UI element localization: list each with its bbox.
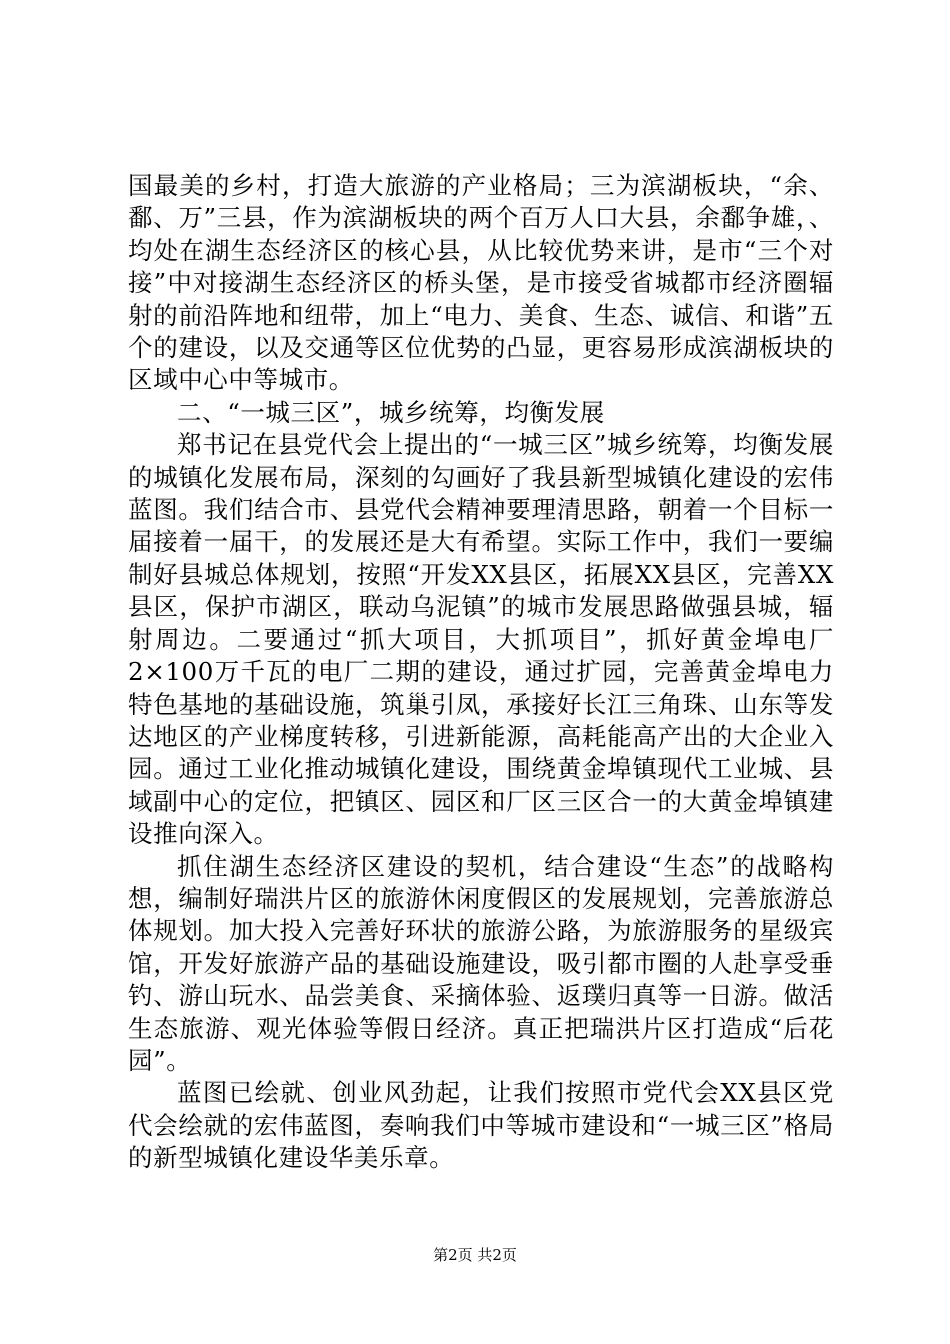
section-heading: 二、“一城三区”，城乡统筹，均衡发展 [177, 397, 605, 427]
paragraph-urbanization-layout: 郑书记在县党代会上提出的“一城三区”城乡统筹，均衡发展的城镇化发展布局，深刻的勾画好了我县新型城镇化建设的宏伟蓝图。我们结合市、县党代会精神要理清思路，朝着一个目标一届接着一届干，的发展还是大有希望。实际工作中，我们一要编制好县城总体规划，按照“开发XX县区，拓展XX县区，完善XX县区，保护市湖区，联动乌泥镇”的城市发展思路做强县城，辐射周边。二要通过“抓大项目，大抓项目”，抓好黄金埠电厂2×100万千瓦的电厂二期的建设，通过扩园，完善黄金埠电力特色基地的基础设施，筑巢引凤，承接好长江三角珠、山东等发达地区的产业梯度转移，引进新能源，高耗能高产出的大企业入园。通过工业化推动城镇化建设，围绕黄金埠镇现代工业城、县域副中心的定位，把镇区、园区和厂区三区合一的大黄金埠镇建设推向深入。 [128, 430, 834, 849]
paragraph-conclusion: 蓝图已绘就、创业风劲起，让我们按照市党代会XX县区党代会绘就的宏伟蓝图，奏响我们中等城市建设和“一城三区”格局的新型城镇化建设华美乐章。 [128, 1078, 834, 1173]
page-footer: 第2页 共2页 [433, 1246, 517, 1264]
paragraph-tourism-plan: 抓住湖生态经济区建设的契机，结合建设“生态”的战略构想，编制好瑞洪片区的旅游休闲度假区的发展规划，完善旅游总体规划。加大投入完善好环状的旅游公路，为旅游服务的星级宾馆，开发好旅游产品的基础设施建设，吸引都市圈的人赴享受垂钓、游山玩水、品尝美食、采摘体验、返璞归真等一日游。做活生态旅游、观光体验等假日经济。真正把瑞洪片区打造成“后花园”。 [128, 851, 834, 1075]
document-body [128, 170, 834, 1175]
paragraph-continuation: 国最美的乡村，打造大旅游的产业格局；三为滨湖板块，“余、鄱、万”三县，作为滨湖板块的两个百万人口大县，余鄱争雄，、均处在湖生态经济区的核心县，从比较优势来讲，是市“三个对接”中对接湖生态经济区的桥头堡，是市接受省城都市经济圈辐射的前沿阵地和纽带，加上“电力、美食、生态、诚信、和谐”五个的建设，以及交通等区位优势的凸显，更容易形成滨湖板块的区域中心中等城市。 [128, 171, 834, 395]
